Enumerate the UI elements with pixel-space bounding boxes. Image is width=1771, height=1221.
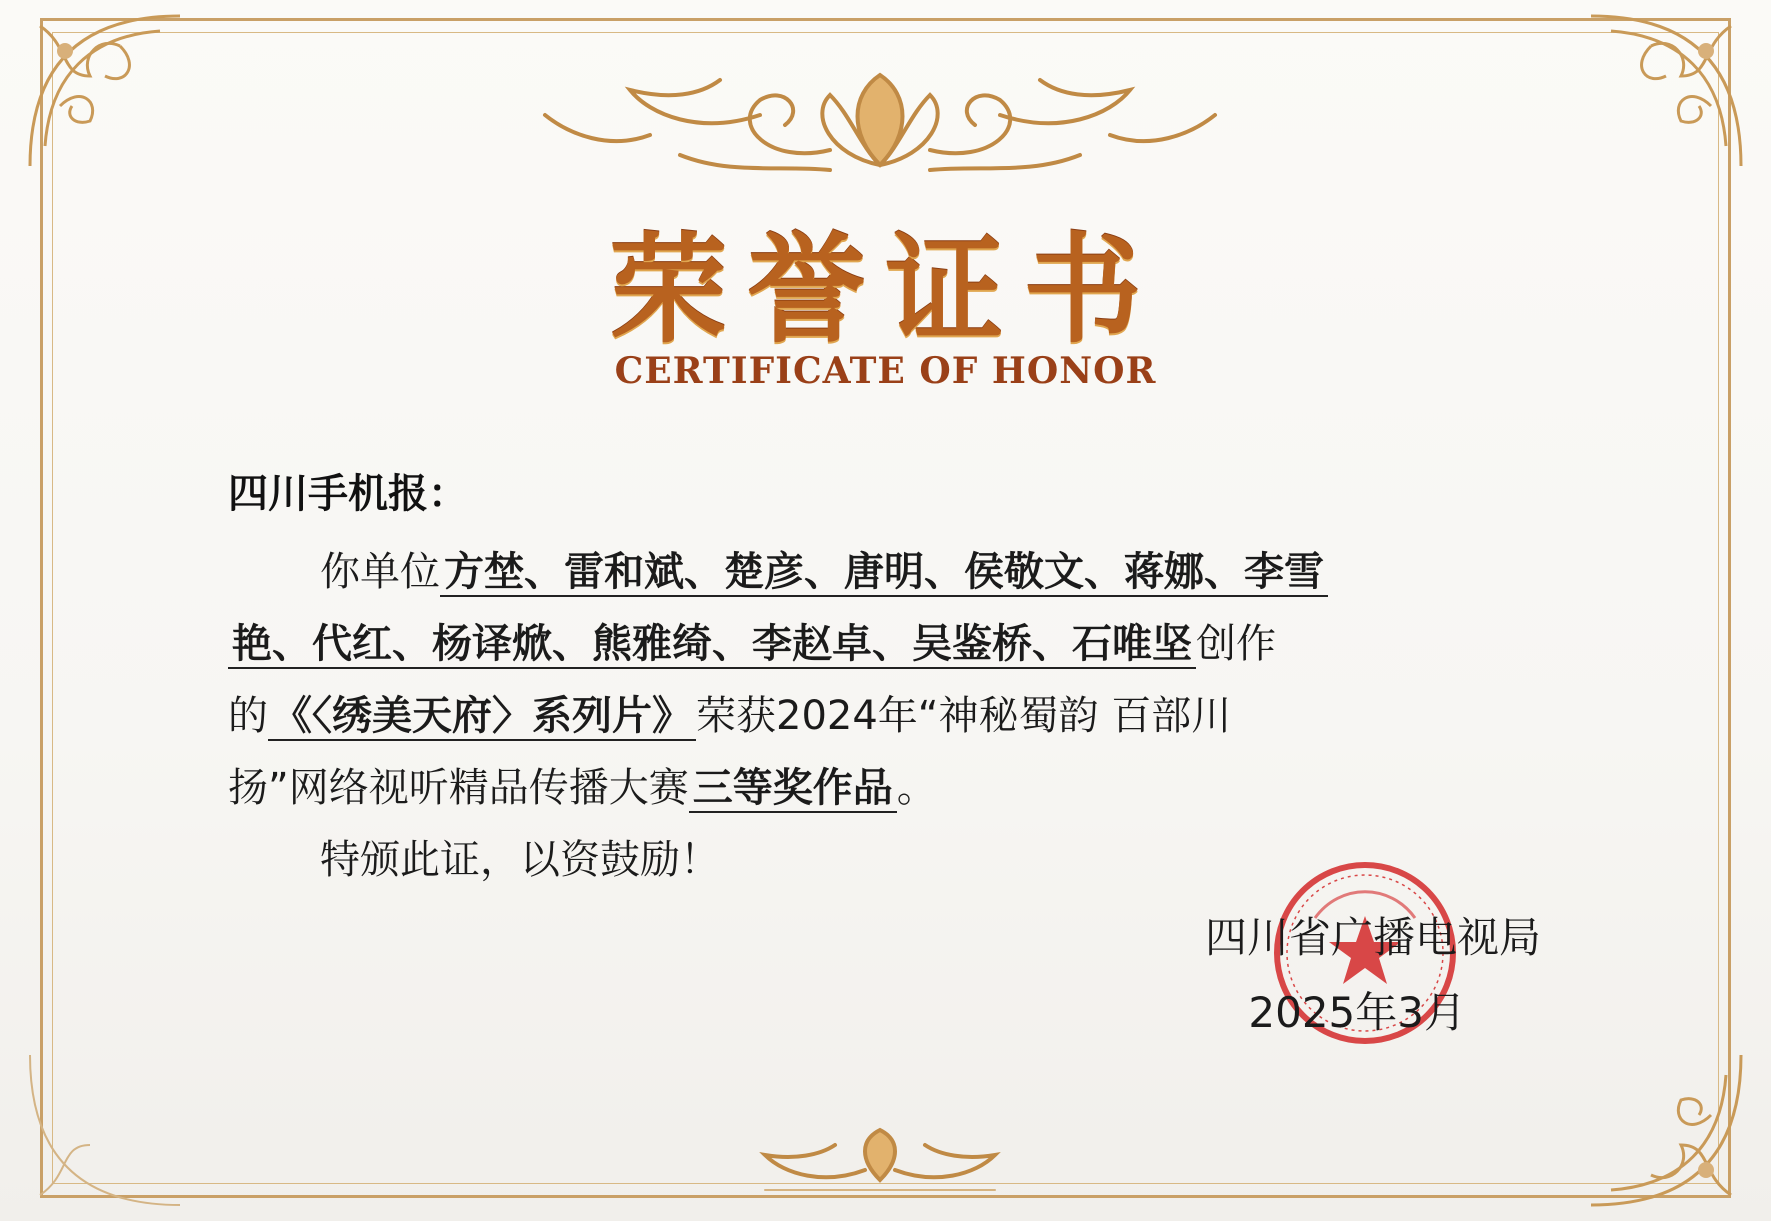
- line4-prefix: 扬”网络视听精品传播大赛: [228, 765, 689, 811]
- certificate-title: 荣誉证书: [609, 221, 1162, 359]
- line3-prefix: 的: [228, 693, 268, 739]
- line3-suffix: 荣获2024年“神秘蜀韵 百部川: [696, 693, 1232, 739]
- body-line-2: [228, 612, 1276, 669]
- work-title: 《〈绣美天府〉系列片》: [268, 692, 696, 741]
- award-level: 三等奖作品: [689, 764, 897, 813]
- corner-ornament-top-left: [20, 6, 190, 176]
- issue-date: 2025年3月: [1248, 988, 1466, 1037]
- body-line-1: [320, 540, 1328, 597]
- body-line-4: [228, 756, 937, 813]
- issuing-authority: 四川省广播电视局: [1204, 913, 1541, 962]
- body-line-3: [228, 684, 1231, 741]
- certificate-subtitle: CERTIFICATE OF HONOR: [614, 350, 1157, 392]
- line4-suffix: 。: [896, 765, 937, 811]
- line1-prefix: 你单位: [320, 549, 440, 595]
- closing-line: 特颁此证，以资鼓励！: [320, 837, 720, 883]
- corner-ornament-top-right: [1581, 6, 1751, 176]
- line2-suffix: 创作: [1196, 621, 1276, 667]
- recipient: 四川手机报：: [228, 471, 468, 517]
- creator-names-part1: 方埜、雷和斌、楚彦、唐明、侯敬文、蒋娜、李雪: [440, 548, 1328, 597]
- scroll-ornament-bottom: [745, 1120, 1015, 1200]
- corner-ornament-bottom-right: [1581, 1045, 1751, 1215]
- corner-ornament-bottom-left: [20, 1045, 190, 1215]
- creator-names-part2: 艳、代红、杨译焮、熊雅绮、李赵卓、吴鉴桥、石唯坚: [228, 620, 1196, 669]
- lotus-ornament-top: [530, 55, 1230, 185]
